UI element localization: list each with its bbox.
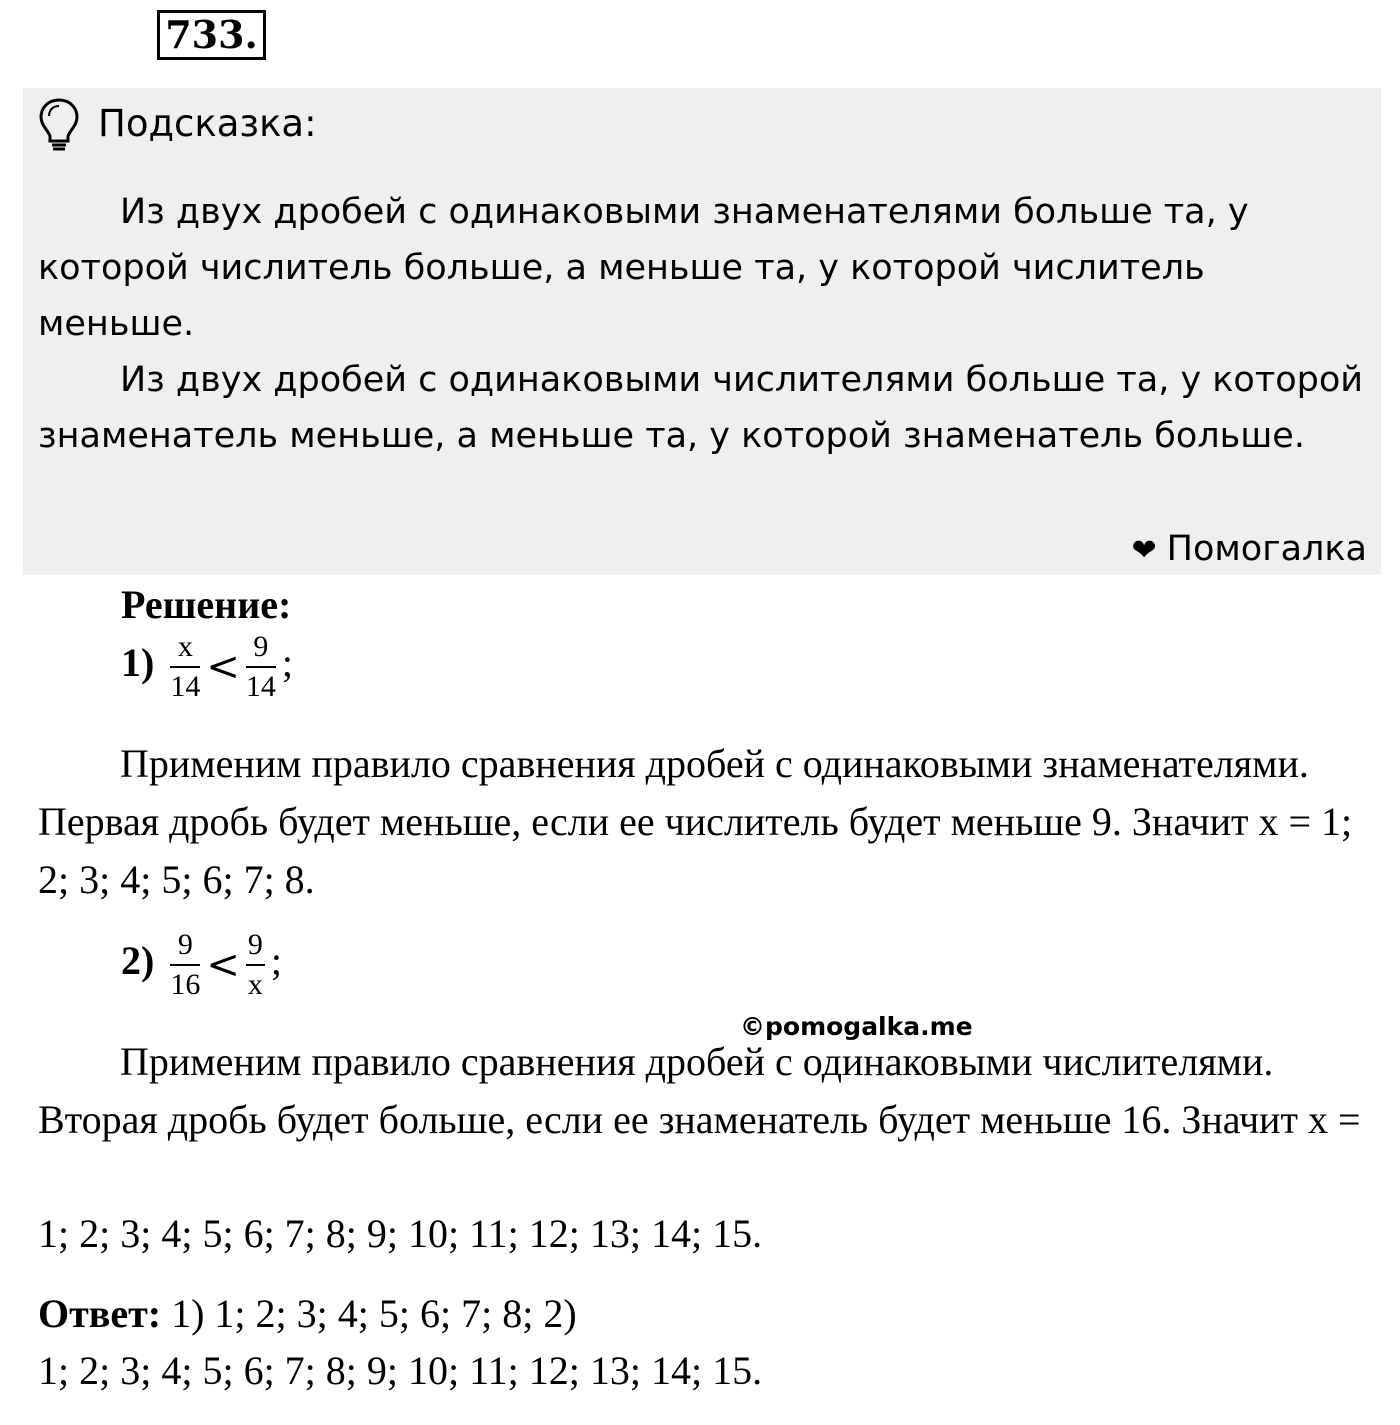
hint-title: Подсказка: — [98, 102, 317, 145]
fraction-9-14 — [246, 632, 276, 702]
fraction-9-16 — [170, 930, 200, 1000]
semicolon: ; — [281, 640, 293, 686]
less-than-sign: < — [206, 942, 240, 988]
part-1-explanation: Применим правило сравнения дробей с одинаковыми знаменателями. Первая дробь будет меньше, если ее числитель будет меньше 9. Значит x = 1; 2; 3; 4; 5; 6; 7; 8. — [38, 741, 1353, 902]
fraction-denominator: 14 — [170, 670, 201, 703]
heart-icon: ❤ — [1131, 533, 1157, 568]
answer-line-2: 1; 2; 3; 4; 5; 6; 7; 8; 9; 10; 11; 12; 13; 14; 15. — [38, 1348, 763, 1393]
task-number: 733. — [157, 10, 266, 60]
brand-name: Помогалка — [1166, 529, 1367, 569]
part-2-label: 2) — [121, 938, 155, 984]
solution-heading: Решение: — [121, 582, 292, 627]
lightbulb-icon — [37, 96, 81, 154]
fraction-denominator: 14 — [245, 670, 276, 703]
fraction-numerator: 9 — [177, 928, 193, 961]
answer-line-1 — [38, 1285, 577, 1343]
part-2-explanation: Применим правило сравнения дробей с одинаковыми числителями. Вторая дробь будет больше, если ее знаменатель будет меньше 16. Значит x = — [38, 1039, 1361, 1142]
inequality-1 — [121, 632, 293, 702]
fraction-numerator: 9 — [247, 928, 263, 961]
fraction-numerator: x — [177, 630, 193, 663]
brand-signature — [1132, 521, 1368, 579]
fraction-denominator: x — [247, 968, 263, 1001]
hint-paragraph-2: Из двух дробей с одинаковыми числителями больше та, у которой знаменатель меньше, а меньше та, у которой знаменатель больше. — [38, 360, 1364, 456]
answer-text-1: 1) 1; 2; 3; 4; 5; 6; 7; 8; 2) — [171, 1291, 577, 1336]
part-1-label: 1) — [121, 640, 155, 686]
watermark: ©pomogalka.me — [740, 1012, 973, 1041]
fraction-9-x — [246, 930, 265, 1000]
inequality-2 — [121, 930, 282, 1000]
hint-paragraph-1: Из двух дробей с одинаковыми знаменателями больше та, у которой числитель больше, а меньше та, у которой числитель меньше. — [38, 192, 1249, 344]
less-than-sign: < — [206, 644, 240, 690]
fraction-denominator: 16 — [170, 968, 201, 1001]
fraction-x-14 — [170, 632, 200, 702]
fraction-numerator: 9 — [253, 630, 269, 663]
semicolon: ; — [270, 938, 282, 984]
answer-label: Ответ: — [38, 1291, 162, 1336]
part-2-values: 1; 2; 3; 4; 5; 6; 7; 8; 9; 10; 11; 12; 13; 14; 15. — [38, 1211, 763, 1256]
